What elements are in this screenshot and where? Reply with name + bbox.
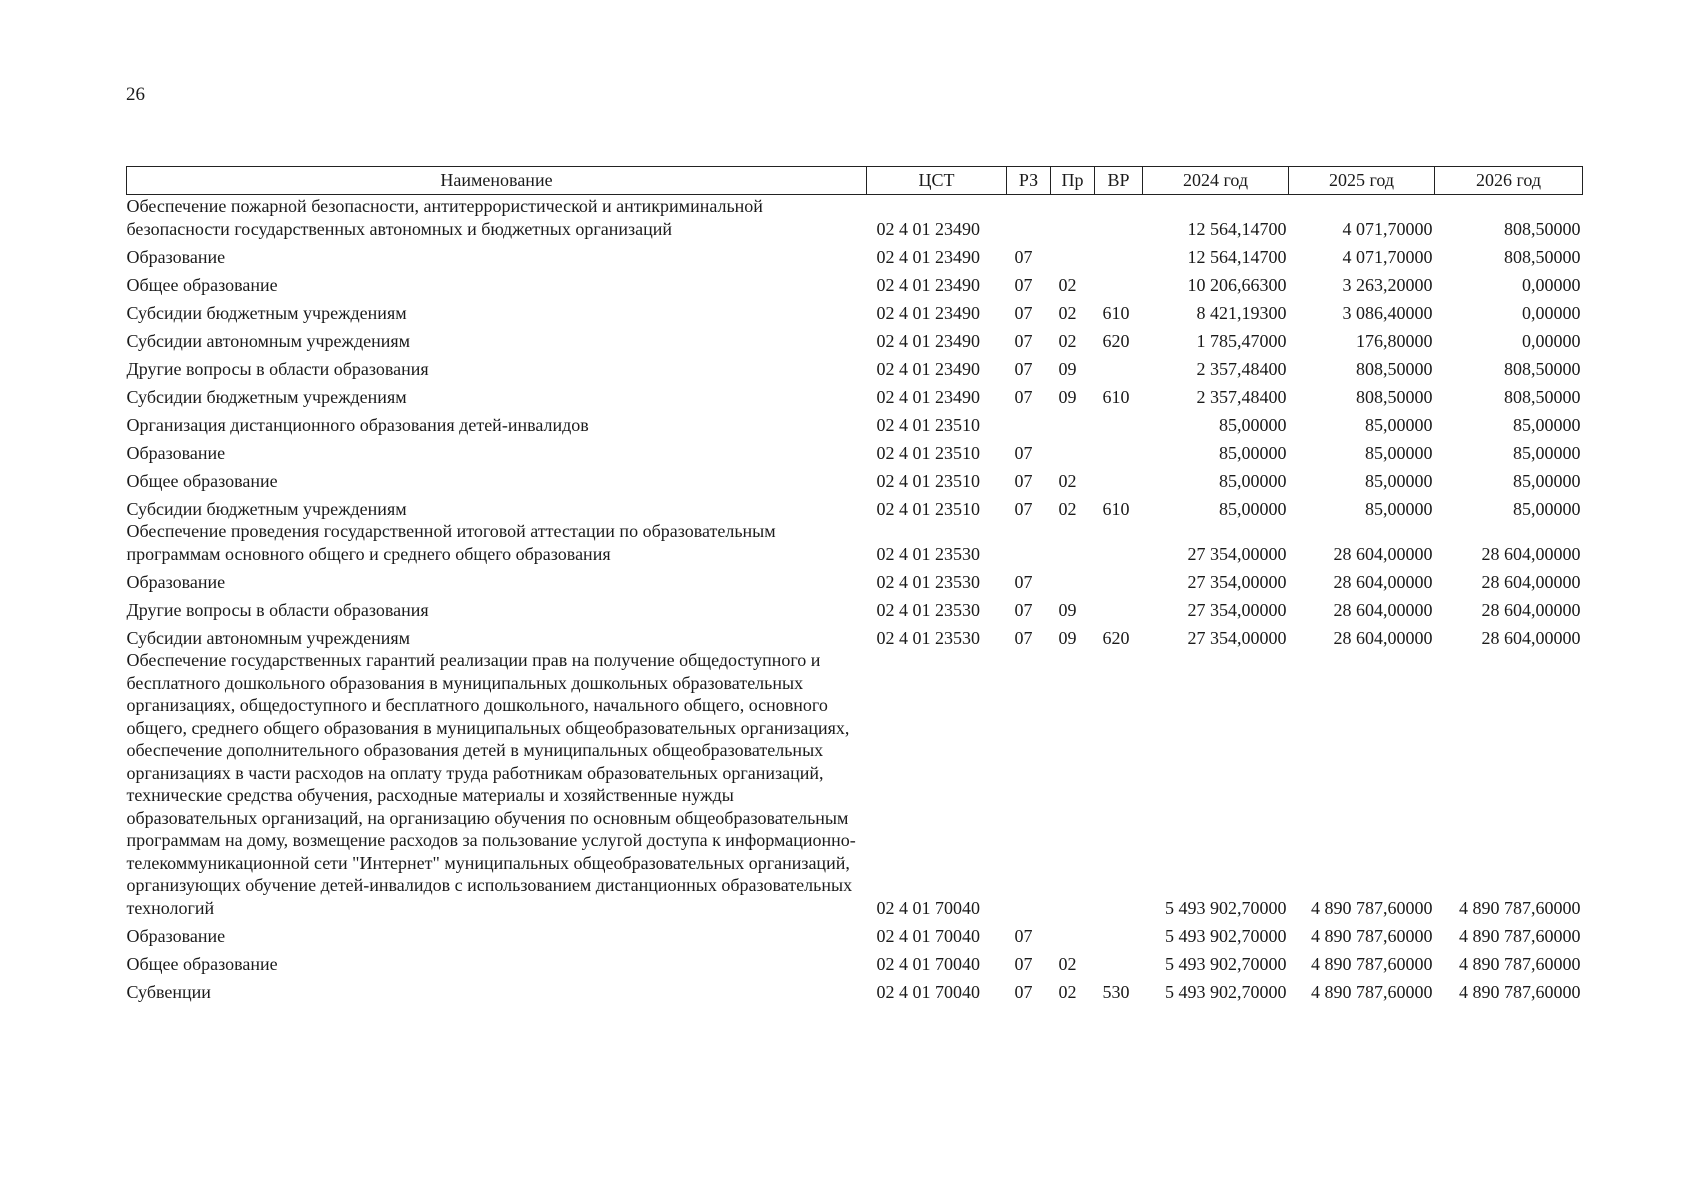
row-vr [1095, 408, 1143, 436]
row-value-2026: 85,00000 [1513, 414, 1581, 435]
row-value-2025: 4 890 787,60000 [1311, 897, 1433, 918]
row-value-2024: 1 785,47000 [1196, 330, 1287, 351]
row-vr: 610 [1102, 498, 1130, 519]
row-pr: 09 [1058, 627, 1077, 648]
row-value-2026: 28 604,00000 [1481, 599, 1581, 620]
table-row [127, 408, 1583, 436]
table-row [127, 268, 1583, 296]
row-name: Субсидии бюджетным учреждениям [126, 302, 407, 323]
row-value-2025: 28 604,00000 [1333, 543, 1433, 564]
row-name: Общее образование [126, 953, 278, 974]
row-value-2026: 808,50000 [1504, 386, 1581, 407]
row-vr [1095, 919, 1143, 947]
row-vr: 610 [1102, 386, 1130, 407]
row-rz: 07 [1014, 498, 1033, 519]
row-value-2025: 808,50000 [1356, 358, 1433, 379]
table-row [127, 380, 1583, 408]
row-rz [1007, 195, 1051, 241]
row-name: Образование [126, 246, 226, 267]
row-pr: 02 [1058, 981, 1077, 1002]
table-row [127, 593, 1583, 621]
row-value-2024: 85,00000 [1219, 414, 1287, 435]
header-pr: Пр [1051, 167, 1095, 195]
table-body [127, 195, 1583, 1004]
row-name: Субсидии автономным учреждениям [126, 627, 411, 648]
header-2024: 2024 год [1143, 167, 1289, 195]
table-row [127, 975, 1583, 1003]
table-row [127, 464, 1583, 492]
row-vr [1095, 195, 1143, 241]
row-pr [1051, 649, 1095, 919]
row-pr: 09 [1058, 599, 1077, 620]
row-rz: 07 [1014, 627, 1033, 648]
row-cst: 02 4 01 23490 [876, 246, 980, 267]
row-value-2026: 4 890 787,60000 [1459, 925, 1581, 946]
row-rz: 07 [1014, 274, 1033, 295]
row-vr [1095, 593, 1143, 621]
row-rz: 07 [1014, 925, 1033, 946]
table-row [127, 195, 1583, 241]
row-value-2025: 4 890 787,60000 [1311, 953, 1433, 974]
row-vr: 610 [1102, 302, 1130, 323]
row-value-2025: 28 604,00000 [1333, 599, 1433, 620]
row-rz: 07 [1014, 571, 1033, 592]
row-cst: 02 4 01 23490 [876, 386, 980, 407]
row-pr [1051, 195, 1095, 241]
row-cst: 02 4 01 23490 [876, 330, 980, 351]
row-vr [1095, 565, 1143, 593]
header-vr: ВР [1095, 167, 1143, 195]
row-rz: 07 [1014, 442, 1033, 463]
row-cst: 02 4 01 23530 [876, 571, 980, 592]
row-vr: 620 [1102, 330, 1130, 351]
table-row [127, 520, 1583, 565]
row-pr [1051, 436, 1095, 464]
table-row [127, 947, 1583, 975]
row-value-2026: 28 604,00000 [1481, 543, 1581, 564]
row-rz: 07 [1014, 358, 1033, 379]
row-rz [1007, 520, 1051, 565]
row-value-2025: 4 890 787,60000 [1311, 981, 1433, 1002]
row-pr [1051, 520, 1095, 565]
row-cst: 02 4 01 23530 [876, 599, 980, 620]
row-pr: 09 [1058, 358, 1077, 379]
row-name: Другие вопросы в области образования [126, 599, 429, 620]
row-name: Субсидии бюджетным учреждениям [126, 498, 407, 519]
row-cst: 02 4 01 23510 [876, 414, 980, 435]
row-value-2025: 85,00000 [1365, 498, 1433, 519]
row-cst: 02 4 01 70040 [876, 953, 980, 974]
row-vr [1095, 947, 1143, 975]
row-value-2026: 85,00000 [1513, 442, 1581, 463]
row-value-2025: 85,00000 [1365, 442, 1433, 463]
row-value-2024: 5 493 902,70000 [1165, 953, 1287, 974]
row-name: Субвенции [126, 981, 211, 1002]
row-cst: 02 4 01 23490 [876, 274, 980, 295]
row-pr [1051, 408, 1095, 436]
row-name: Обеспечение государственных гарантий реализации прав на получение общедоступного и бесплатного дошкольного образования в муниципальных дошкольных образовательных организациях, общедоступного и бесплатного дошкольного, начального общего, основного общего, среднего общего образования в муниципальных общеобразовательных организациях, обеспечение дополнительного образования детей в муниципальных общеобразовательных организациях в части расходов на оплату труда работникам образовательных организаций, технические средства обучения, расходные материалы и хозяйственные нужды образовательных организаций, на организацию обучения по основным общеобразовательным программам на дому, возмещение расходов за пользование услугой доступа к информационно-телекоммуникационной сети "Интернет" муниципальных общеобразовательных организаций, организующих обучение детей-инвалидов с использованием дистанционных образовательных технологий [126, 650, 856, 918]
table-header [127, 167, 1583, 195]
row-value-2025: 3 263,20000 [1342, 274, 1433, 295]
row-value-2024: 5 493 902,70000 [1165, 925, 1287, 946]
row-pr: 09 [1058, 386, 1077, 407]
row-vr [1095, 268, 1143, 296]
row-name: Общее образование [126, 274, 278, 295]
row-pr [1051, 919, 1095, 947]
row-value-2026: 808,50000 [1504, 246, 1581, 267]
row-vr: 620 [1102, 627, 1130, 648]
row-value-2024: 27 354,00000 [1187, 571, 1287, 592]
row-value-2024: 5 493 902,70000 [1165, 981, 1287, 1002]
table-row [127, 324, 1583, 352]
row-vr [1095, 649, 1143, 919]
row-vr [1095, 464, 1143, 492]
row-name: Обеспечение проведения государственной итоговой аттестации по образовательным программам основного общего и среднего общего образования [126, 521, 776, 564]
row-rz: 07 [1014, 953, 1033, 974]
row-value-2024: 2 357,48400 [1196, 386, 1287, 407]
header-2025: 2025 год [1289, 167, 1435, 195]
table-row [127, 352, 1583, 380]
row-value-2025: 28 604,00000 [1333, 571, 1433, 592]
row-cst: 02 4 01 23510 [876, 498, 980, 519]
row-cst: 02 4 01 23490 [876, 358, 980, 379]
row-rz [1007, 649, 1051, 919]
header-row [127, 167, 1583, 195]
row-cst: 02 4 01 70040 [876, 981, 980, 1002]
header-2026: 2026 год [1435, 167, 1583, 195]
row-value-2026: 85,00000 [1513, 470, 1581, 491]
row-value-2024: 8 421,19300 [1196, 302, 1287, 323]
row-value-2025: 28 604,00000 [1333, 627, 1433, 648]
row-vr [1095, 352, 1143, 380]
row-pr: 02 [1058, 953, 1077, 974]
row-name: Организация дистанционного образования детей-инвалидов [126, 414, 589, 435]
row-value-2025: 176,80000 [1356, 330, 1433, 351]
row-value-2024: 27 354,00000 [1187, 627, 1287, 648]
row-pr: 02 [1058, 470, 1077, 491]
table-row [127, 296, 1583, 324]
row-value-2025: 85,00000 [1365, 470, 1433, 491]
row-pr: 02 [1058, 274, 1077, 295]
row-value-2025: 4 071,70000 [1342, 218, 1433, 239]
row-name: Образование [126, 925, 226, 946]
row-value-2026: 0,00000 [1522, 274, 1581, 295]
row-cst: 02 4 01 23510 [876, 442, 980, 463]
row-rz: 07 [1014, 246, 1033, 267]
row-value-2026: 85,00000 [1513, 498, 1581, 519]
row-pr [1051, 240, 1095, 268]
row-name: Образование [126, 571, 226, 592]
row-value-2025: 3 086,40000 [1342, 302, 1433, 323]
row-cst: 02 4 01 23490 [876, 302, 980, 323]
row-name: Субсидии автономным учреждениям [126, 330, 411, 351]
row-pr: 02 [1058, 330, 1077, 351]
row-value-2026: 808,50000 [1504, 218, 1581, 239]
row-value-2025: 85,00000 [1365, 414, 1433, 435]
row-value-2024: 10 206,66300 [1187, 274, 1287, 295]
row-value-2024: 27 354,00000 [1187, 599, 1287, 620]
header-rz: РЗ [1007, 167, 1051, 195]
row-pr: 02 [1058, 302, 1077, 323]
table-row [127, 621, 1583, 649]
row-value-2024: 27 354,00000 [1187, 543, 1287, 564]
row-rz: 07 [1014, 302, 1033, 323]
header-name: Наименование [127, 167, 867, 195]
row-rz: 07 [1014, 386, 1033, 407]
row-rz: 07 [1014, 981, 1033, 1002]
row-value-2024: 85,00000 [1219, 470, 1287, 491]
row-value-2026: 28 604,00000 [1481, 627, 1581, 648]
row-value-2025: 4 890 787,60000 [1311, 925, 1433, 946]
row-value-2026: 28 604,00000 [1481, 571, 1581, 592]
row-value-2024: 85,00000 [1219, 442, 1287, 463]
row-cst: 02 4 01 70040 [876, 925, 980, 946]
row-cst: 02 4 01 23530 [876, 543, 980, 564]
row-cst: 02 4 01 70040 [876, 897, 980, 918]
row-value-2025: 4 071,70000 [1342, 246, 1433, 267]
row-vr [1095, 520, 1143, 565]
row-rz: 07 [1014, 330, 1033, 351]
row-name: Образование [126, 442, 226, 463]
row-value-2024: 85,00000 [1219, 498, 1287, 519]
row-rz [1007, 408, 1051, 436]
table-row [127, 436, 1583, 464]
row-vr [1095, 240, 1143, 268]
row-value-2026: 4 890 787,60000 [1459, 953, 1581, 974]
row-name: Субсидии бюджетным учреждениям [126, 386, 407, 407]
budget-table [126, 166, 1583, 1003]
row-name: Общее образование [126, 470, 278, 491]
table-row [127, 649, 1583, 919]
table-row [127, 919, 1583, 947]
row-vr: 530 [1102, 981, 1130, 1002]
row-value-2024: 12 564,14700 [1187, 246, 1287, 267]
row-pr: 02 [1058, 498, 1077, 519]
row-value-2026: 4 890 787,60000 [1459, 981, 1581, 1002]
row-cst: 02 4 01 23530 [876, 627, 980, 648]
row-cst: 02 4 01 23510 [876, 470, 980, 491]
row-value-2024: 12 564,14700 [1187, 218, 1287, 239]
row-value-2025: 808,50000 [1356, 386, 1433, 407]
row-value-2026: 4 890 787,60000 [1459, 897, 1581, 918]
table-row [127, 492, 1583, 520]
header-cst: ЦСТ [867, 167, 1007, 195]
page-number: 26 [126, 84, 145, 105]
row-value-2024: 2 357,48400 [1196, 358, 1287, 379]
row-rz: 07 [1014, 470, 1033, 491]
row-pr [1051, 565, 1095, 593]
row-value-2026: 808,50000 [1504, 358, 1581, 379]
row-rz: 07 [1014, 599, 1033, 620]
row-value-2024: 5 493 902,70000 [1165, 897, 1287, 918]
table-row [127, 565, 1583, 593]
row-value-2026: 0,00000 [1522, 330, 1581, 351]
table-row [127, 240, 1583, 268]
row-value-2026: 0,00000 [1522, 302, 1581, 323]
row-cst: 02 4 01 23490 [876, 218, 980, 239]
row-name: Обеспечение пожарной безопасности, антитеррористической и антикриминальной безопасности государственных автономных и бюджетных организаций [126, 196, 763, 239]
row-name: Другие вопросы в области образования [126, 358, 429, 379]
row-vr [1095, 436, 1143, 464]
